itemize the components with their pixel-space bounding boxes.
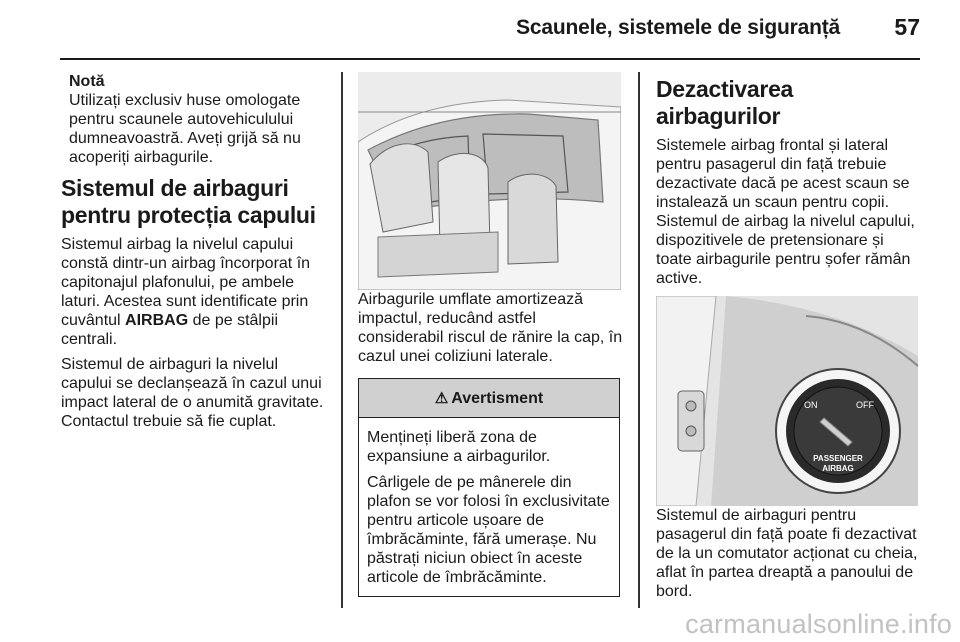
page-title: Scaunele, sistemele de siguranță — [516, 16, 840, 39]
note-box — [61, 72, 329, 167]
column-left — [61, 72, 329, 431]
header-divider — [60, 58, 920, 60]
airbag-switch-illustration — [656, 296, 918, 506]
switch-passenger-label: PASSENGER — [813, 454, 863, 463]
switch-off-label: OFF — [856, 400, 874, 410]
airbag-word: AIRBAG — [125, 312, 189, 329]
warning-title: Avertisment — [451, 390, 544, 407]
column-middle — [358, 72, 623, 597]
curtain-airbag-illustration — [358, 72, 621, 290]
column-right — [656, 72, 922, 601]
note-title: Notă — [69, 73, 105, 90]
warning-text-1: Mențineți liberă zona de expansiune a airbagurilor. — [367, 429, 551, 465]
warning-box — [358, 378, 620, 597]
warning-text-2: Cârligele de pe mânerele din plafon se vor folosi în exclusivitate pentru articole ușoare de îmbrăcăminte, fără umerașe. Nu păstrați niciun obiect în aceste articole de îmbrăcăminte. — [367, 474, 610, 586]
paragraph-deactivation: Sistemele airbag frontal și lateral pentru pasagerul din față trebuie dezactivate dacă pe acest scaun se instalează un scaun pentru copii. Sistemul de airbag la nivelul capului, dispozitivele de pretensionare și toate airbagurile pentru șofer rămân active. — [656, 137, 915, 287]
page-number: 57 — [894, 14, 920, 40]
section-heading-deactivation: Dezactivarea airbagurilor — [656, 76, 794, 129]
paragraph-head-airbag-deploy: Sistemul de airbaguri la nivelul capului se declanșează în cazul unui impact lateral de o anumită gravitate. Contactul trebuie să fie cuplat. — [61, 356, 324, 430]
warning-header — [359, 379, 619, 418]
watermark: carmanualsonline.info — [685, 609, 952, 639]
figure-airbag-switch — [656, 296, 918, 506]
section-heading-head-airbags: Sistemul de airbaguri pentru protecția capului — [61, 175, 316, 228]
switch-airbag-label: AIRBAG — [822, 464, 854, 473]
paragraph-head-airbag-desc: Sistemul airbag la nivelul capului constă dintr-un airbag încorporat în capitonajul plafonului, pe ambele laturi. Acestea sunt identificate prin cuvântul AIRBAG de pe stâlpii centrali. — [61, 236, 311, 348]
column-divider-2 — [638, 72, 640, 608]
column-divider-1 — [341, 72, 343, 608]
warning-triangle-icon: ⚠ — [434, 390, 449, 407]
figure-caption-switch: Sistemul de airbaguri pentru pasagerul din față poate fi dezactivat de la un comutator acționat cu cheia, aflat în partea dreaptă a panoului de bord. — [656, 507, 918, 600]
switch-on-label: ON — [804, 400, 818, 410]
figure-curtain-airbag — [358, 72, 621, 290]
note-text: Utilizați exclusiv huse omologate pentru scaunele autovehiculului dumneavoastră. Aveți grijă să nu acoperiți airbagurile. — [69, 92, 301, 166]
figure-caption-curtain: Airbagurile umflate amortizează impactul, reducând astfel considerabil riscul de rănire la cap, în cazul unei coliziuni laterale. — [358, 291, 623, 365]
page-header — [0, 0, 960, 62]
warning-body — [359, 418, 619, 596]
